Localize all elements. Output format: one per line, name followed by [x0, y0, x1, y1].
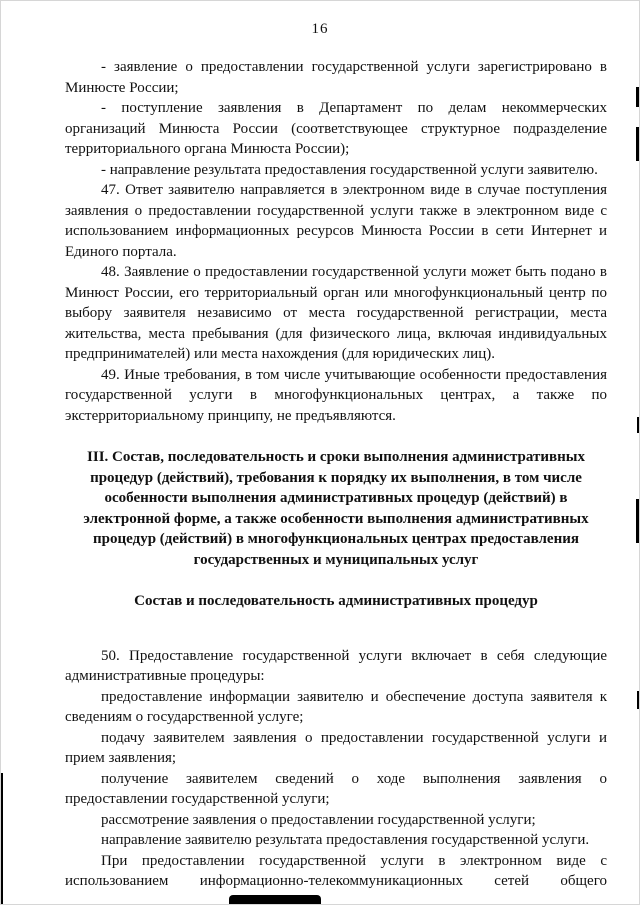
paragraph-47: 47. Ответ заявителю направляется в электронном виде в случае поступления заявления о предоставлении государственной услуги также в электронном виде с использованием информационных ресурсов Минюста России в сети Интернет и Единого портала.	[65, 182, 607, 260]
scan-artifact-right-mark	[636, 87, 639, 107]
dash-list-item: - заявление о предоставлении государственной услуги зарегистрировано в Минюсте России;	[65, 59, 607, 96]
document-body	[65, 57, 607, 892]
subsection-heading: Состав и последовательность административных процедур	[134, 593, 538, 609]
dash-list-item: - поступление заявления в Департамент по делам некоммерческих организаций Минюста России (соответствующее структурное подразделение территориального органа Минюста России);	[65, 100, 607, 157]
paragraph-50: 50. Предоставление государственной услуги включает в себя следующие административные процедуры:	[65, 647, 607, 684]
section-heading: III. Состав, последовательность и сроки выполнения административных процедур (действий), требования к порядку их выполнения, в том числе особенности выполнения административных процедур (действий) в электронной форме, а также особенности выполнения административных процедур (действий) в многофункциональных центрах предоставления государственных и муниципальных услуг	[83, 449, 589, 568]
procedure-list-item: рассмотрение заявления о предоставлении государственной услуги;	[101, 811, 536, 828]
paragraph-49: 49. Иные требования, в том числе учитывающие особенности предоставления государственной услуги в многофункциональных центрах, а также по экстерриториальному принципу, не предъявляются.	[65, 366, 607, 424]
page-number: 16	[311, 21, 329, 37]
scan-artifact-bottom-bar	[229, 895, 321, 904]
paragraph-48: 48. Заявление о предоставлении государственной услуги может быть подано в Минюст России, его территориальный орган или многофункциональный центр по выбору заявителя независимо от места государственной регистрации, места жительства, места пребывания (для физического лица, включая индивидуальных предпринимателей) или места нахождения (для юридических лиц).	[65, 264, 607, 362]
paragraph-continued: При предоставлении государственной услуги в электронном виде с использованием информационно-телекоммуникационных сетей общего	[65, 852, 607, 889]
procedure-list-item: предоставление информации заявителю и обеспечение доступа заявителя к сведениям о государственной услуге;	[65, 688, 607, 725]
scan-artifact-right-mark	[637, 691, 639, 709]
procedure-list-item: подачу заявителем заявления о предоставлении государственной услуги и прием заявления;	[65, 729, 607, 766]
dash-list-item: - направление результата предоставления государственной услуги заявителю.	[101, 161, 598, 178]
scan-artifact-right-mark	[636, 499, 639, 543]
scan-artifact-right-mark	[637, 417, 639, 433]
scan-artifact-right-mark	[636, 127, 639, 161]
procedure-list-item: направление заявителю результата предоставления государственной услуги.	[101, 832, 590, 848]
scan-artifact-left-line	[1, 773, 3, 905]
procedure-list-item: получение заявителем сведений о ходе выполнения заявления о предоставлении государственной услуги;	[65, 770, 607, 807]
